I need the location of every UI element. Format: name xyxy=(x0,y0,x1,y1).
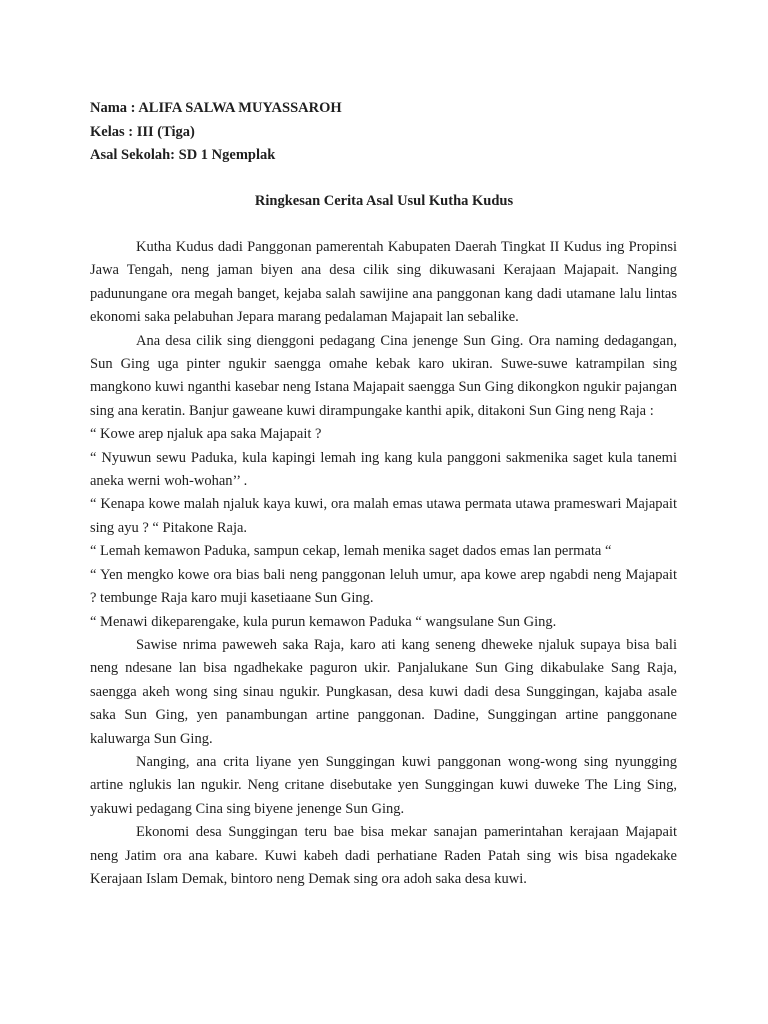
dialogue-line: “ Menawi dikeparengake, kula purun kemawon Paduka “ wangsulane Sun Ging. xyxy=(90,613,557,630)
class-line: Kelas : III (Tiga) xyxy=(90,123,195,140)
dialogue-line: “ Kowe arep njaluk apa saka Majapait ? xyxy=(90,426,322,443)
paragraph: Kutha Kudus dadi Panggonan pamerentah Kabupaten Daerah Tingkat II Kudus ing Propinsi Jawa Tengah, neng jaman biyen ana desa cilik sing dikuwasani Kerajaan Majapait. Nanging padunungane ora megah banget, kejaba salah sawijine ana panggonan kang dadi utamane lalu lintas ekonomi saka pelabuhan Jepara marang pedalaman Majapait lan sebalike. xyxy=(90,239,677,326)
document-title: Ringkesan Cerita Asal Usul Kutha Kudus xyxy=(254,193,514,209)
dialogue-line: “ Kenapa kowe malah njaluk kaya kuwi, ora malah emas utawa permata utawa prameswari Majapait sing ayu ? “ Pitakone Raja. xyxy=(90,496,677,536)
dialogue-line: “ Yen mengko kowe ora bias bali neng panggonan leluh umur, apa kowe arep ngabdi neng Majapait ? tembunge Raja karo muji kasetiaane Sun Ging. xyxy=(90,566,677,607)
paragraph: Sawise nrima paweweh saka Raja, karo ati kang seneng dheweke njaluk supaya bisa bali neng ndesane lan bisa ngadhekake paguron ukir. Panjalukane Sun Ging dikabulake Sang Raja, saengga akeh wong sing sinau ngukir. Pungkasan, desa kuwi dadi desa Sunggingan, kajaba asale saka Sun Ging, yen panambungan artine panggonan. Dadine, Sunggingan artine panggonane kaluwarga Sun Ging. xyxy=(90,636,677,747)
dialogue-line: “ Nyuwun sewu Paduka, kula kapingi lemah ing kang kula panggoni sakmenika saget kula tanemi aneka werni woh-wohan’’ . xyxy=(90,449,677,490)
story-body xyxy=(90,236,677,891)
paragraph: Nanging, ana crita liyane yen Sunggingan kuwi panggonan wong-wong sing nyungging artine nglukis lan ngukir. Neng critane disebutake yen Sunggingan kuwi duweke The Ling Sing, yakuwi pedagang Cina sing biyene jenenge Sun Ging. xyxy=(90,753,677,817)
student-info xyxy=(90,97,342,168)
school-line: Asal Sekolah: SD 1 Ngemplak xyxy=(90,147,276,163)
paragraph: Ekonomi desa Sunggingan teru bae bisa mekar sanajan pamerintahan kerajaan Majapait neng Jatim ora ana kabare. Kuwi kabeh dadi perhatiane Raden Patah sing wis bisa ngadekake Kerajaan Islam Demak, bintoro neng Demak sing ora adoh saka desa kuwi. xyxy=(90,824,677,887)
paragraph: Ana desa cilik sing dienggoni pedagang Cina jenenge Sun Ging. Ora naming dedagangan, Sun Ging uga pinter ngukir saengga omahe kebak karo ukiran. Suwe-suwe katrampilan sing mangkono kuwi nganthi kasebar neng Istana Majapait saengga Sun Ging dikongkon ngukir pajangan sing ana keratin. Banjur gaweane kuwi dirampungake kanthi apik, ditakoni Sun Ging neng Raja : xyxy=(90,332,677,419)
name-line: Nama : ALIFA SALWA MUYASSAROH xyxy=(90,100,342,116)
dialogue-line: “ Lemah kemawon Paduka, sampun cekap, lemah menika saget dados emas lan permata “ xyxy=(90,543,612,560)
